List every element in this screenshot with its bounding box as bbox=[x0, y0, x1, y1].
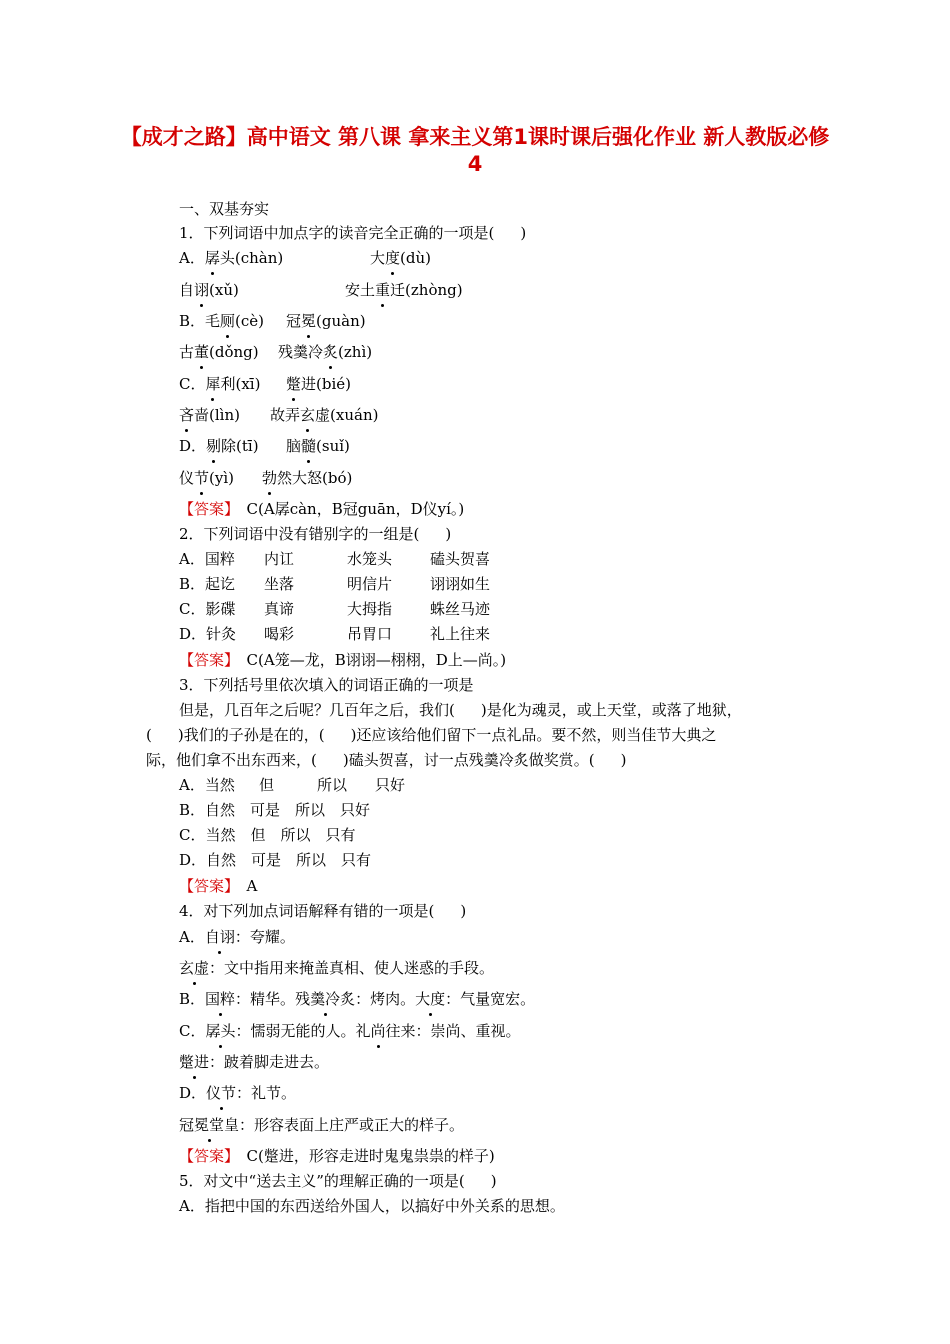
emphasis-word: 残羹冷炙 bbox=[295, 990, 356, 1008]
q4-option-a-line2: 玄虚：文中指用来掩盖真相、使人迷惑的手段。 bbox=[179, 959, 495, 977]
emphasis-word: 仪节 bbox=[206, 1084, 237, 1102]
q1-option-d-line1b: 脑髓(suǐ) bbox=[286, 437, 350, 455]
q1-option-d-line2b: 勃然大怒(bó) bbox=[262, 469, 353, 487]
emphasis-char: 吝 bbox=[179, 406, 195, 424]
q1-stem: 1．下列词语中加点字的读音完全正确的一项是( ) bbox=[179, 224, 527, 242]
emphasis-word: 玄虚 bbox=[179, 959, 210, 977]
q3-stem: 3．下列括号里依次填入的词语正确的一项是 bbox=[179, 676, 474, 694]
emphasis-char: 炙 bbox=[323, 343, 339, 361]
q3-option-c: C．当然 但 所以 只有 bbox=[179, 826, 356, 844]
q1-option-b-line2b: 残羹冷炙(zhì) bbox=[278, 343, 373, 361]
q1-option-a-line1b: 大度(dù) bbox=[370, 249, 431, 267]
emphasis-char: 诩 bbox=[194, 281, 210, 299]
q4-option-d-line1: D．仪节：礼节。 bbox=[179, 1084, 297, 1102]
q1-option-b-line1b: 冠冕(guàn) bbox=[286, 312, 366, 330]
q1-option-a-line2b: 安土重迁(zhòng) bbox=[345, 281, 463, 299]
emphasis-word: 尚 bbox=[370, 1022, 386, 1040]
emphasis-char: 节 bbox=[194, 469, 210, 487]
q4-option-a-line1: A．自诩：夸耀。 bbox=[179, 928, 295, 946]
q2-row-c: C．影碟 真谛 大拇指 蛛丝马迹 bbox=[179, 600, 491, 618]
q4-option-c-line2: 蹩进：跛着脚走进去。 bbox=[179, 1053, 330, 1071]
q1-option-b-line2: 古董(dǒng) bbox=[179, 343, 259, 361]
q1-option-b-line1: B．毛厕(cè) bbox=[179, 312, 265, 330]
q3-answer: 【答案】 A bbox=[179, 877, 258, 895]
q1-option-c-line2b: 故弄玄虚(xuán) bbox=[270, 406, 379, 424]
q4-option-d-line2: 冠冕堂皇：形容表面上庄严或正大的样子。 bbox=[179, 1116, 465, 1134]
emphasis-char: 度 bbox=[385, 249, 401, 267]
q1-answer: 【答案】 C(A孱càn，B冠guān，D仪yí。) bbox=[179, 500, 465, 518]
emphasis-char: 重 bbox=[375, 281, 391, 299]
emphasis-char: 冕 bbox=[301, 312, 317, 330]
emphasis-char: 剔 bbox=[206, 437, 222, 455]
q1-option-a-line2: 自诩(xǔ) bbox=[179, 281, 239, 299]
q2-row-d: D．针灸 喝彩 吊胃口 礼上往来 bbox=[179, 625, 491, 643]
emphasis-word: 蹩进 bbox=[179, 1053, 210, 1071]
q2-answer: 【答案】 C(A笼—龙，B诩诩—栩栩，D上—尚。) bbox=[179, 651, 507, 669]
emphasis-word: 自诩 bbox=[204, 928, 235, 946]
emphasis-word: 孱头 bbox=[205, 1022, 236, 1040]
section-heading: 一、双基夯实 bbox=[179, 200, 270, 218]
q3-passage-line1: 但是，几百年之后呢？几百年之后，我们( )是化为魂灵，或上天堂，或落了地狱， bbox=[179, 701, 742, 719]
q5-option-a: A．指把中国的东西送给外国人，以搞好中外关系的思想。 bbox=[179, 1197, 565, 1215]
q1-option-d-line1: D．剔除(tī) bbox=[179, 437, 259, 455]
q3-option-b: B．自然 可是 所以 只好 bbox=[179, 801, 371, 819]
q1-option-c-line2: 吝啬(lìn) bbox=[179, 406, 240, 424]
emphasis-char: 孱 bbox=[204, 249, 220, 267]
emphasis-char: 蹩 bbox=[286, 375, 302, 393]
emphasis-word: 冠冕堂皇 bbox=[179, 1116, 240, 1134]
answer-tag: 【答案】 bbox=[179, 500, 232, 518]
emphasis-word: 国粹 bbox=[205, 990, 236, 1008]
q5-stem: 5．对文中“送去主义”的理解正确的一项是( ) bbox=[179, 1172, 497, 1190]
emphasis-word: 大度 bbox=[415, 990, 446, 1008]
emphasis-char: 董 bbox=[194, 343, 210, 361]
q4-option-c-line1: C．孱头：懦弱无能的人。礼尚往来：崇尚、重视。 bbox=[179, 1022, 521, 1040]
q4-answer: 【答案】 C(蹩进，形容走进时鬼鬼祟祟的样子) bbox=[179, 1147, 495, 1165]
q4-stem: 4．对下列加点词语解释有错的一项是( ) bbox=[179, 902, 467, 920]
q3-passage-line3: 际，他们拿不出东西来，( )磕头贺喜，讨一点残羹冷炙做奖赏。( ) bbox=[146, 751, 627, 769]
q4-option-b: B．国粹：精华。残羹冷炙：烤肉。大度：气量宽宏。 bbox=[179, 990, 536, 1008]
emphasis-char: 勃 bbox=[262, 469, 278, 487]
emphasis-char: 髓 bbox=[301, 437, 317, 455]
page-title: 【成才之路】高中语文 第八课 拿来主义第1课时课后强化作业 新人教版必修4 bbox=[120, 125, 830, 176]
answer-tag: 【答案】 bbox=[179, 1147, 232, 1165]
q3-option-d: D．自然 可是 所以 只有 bbox=[179, 851, 372, 869]
emphasis-char: 玄 bbox=[300, 406, 316, 424]
q3-option-a: A．当然 但 所以 只好 bbox=[179, 776, 406, 794]
q1-option-c-line1: C．犀利(xī) bbox=[179, 375, 261, 393]
q2-row-b: B．起讫 坐落 明信片 诩诩如生 bbox=[179, 575, 491, 593]
q1-option-a-line1: A．孱头(chàn) bbox=[179, 249, 284, 267]
q2-stem: 2．下列词语中没有错别字的一组是( ) bbox=[179, 525, 452, 543]
q2-row-a: A．国粹 内讧 水笼头 磕头贺喜 bbox=[179, 550, 491, 568]
q1-option-d-line2: 仪节(yì) bbox=[179, 469, 235, 487]
emphasis-char: 厕 bbox=[220, 312, 236, 330]
emphasis-char: 犀 bbox=[205, 375, 221, 393]
answer-tag: 【答案】 bbox=[179, 651, 232, 669]
q3-passage-line2: ( )我们的子孙是在的，( )还应该给他们留下一点礼品。要不然，则当佳节大典之 bbox=[146, 726, 717, 744]
q1-option-c-line1b: 蹩进(bié) bbox=[286, 375, 351, 393]
answer-tag: 【答案】 bbox=[179, 877, 232, 895]
